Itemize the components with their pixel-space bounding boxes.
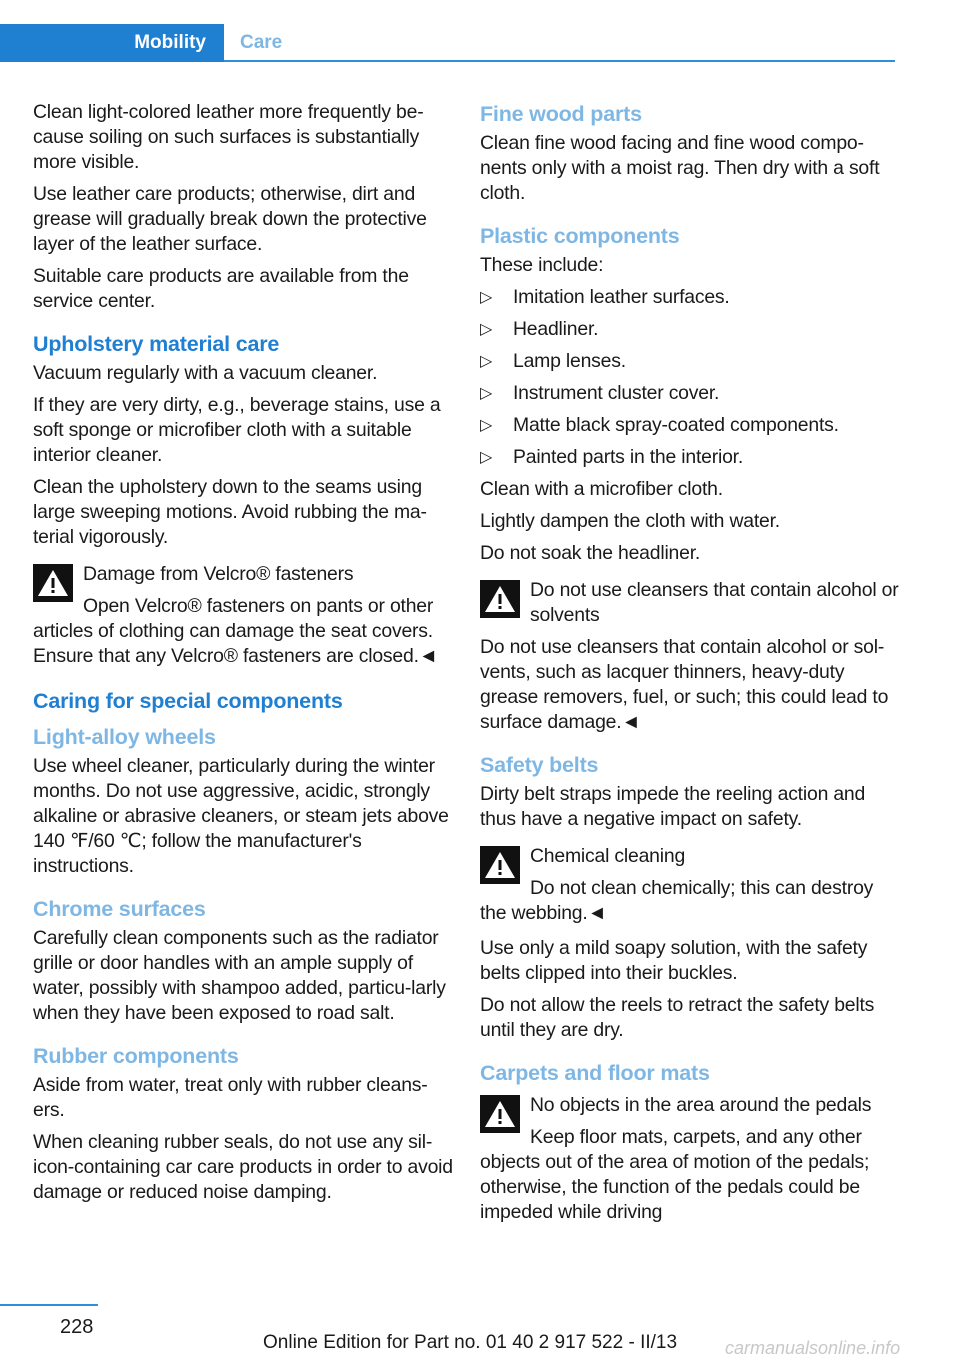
left-column <box>33 100 453 1212</box>
warning-pedals <box>480 1093 900 1225</box>
list-item: ▷ Instrument cluster cover. <box>480 382 720 404</box>
paragraph: Clean fine wood facing and fine wood compo-nents only with a moist rag. Then dry with a soft cloth. <box>480 132 880 204</box>
paragraph: If they are very dirty, e.g., beverage stains, use a soft sponge or microfiber cloth with a suitable interior cleaner. <box>33 394 441 466</box>
paragraph: Clean light-colored leather more frequently be-cause soiling on such surfaces is substantially more visible. <box>33 101 424 173</box>
warning-title: Damage from Velcro® fasteners <box>83 563 354 585</box>
heading-wheels: Light-alloy wheels <box>33 725 216 749</box>
paragraph: Use only a mild soapy solution, with the safety belts clipped into their buckles. <box>480 937 868 984</box>
paragraph: Use leather care products; otherwise, dirt and grease will gradually break down the protective layer of the leather surface. <box>33 183 427 255</box>
page-number: 228 <box>60 1316 94 1338</box>
section-tabs <box>0 24 895 62</box>
list-item: ▷ Painted parts in the interior. <box>480 446 744 468</box>
paragraph: Carefully clean components such as the radiator grille or door handles with an ample supply of water, possibly with shampoo added, particu-larly when they have been exposed to road salt. <box>33 927 446 1024</box>
footer-rule <box>0 1304 98 1306</box>
list-item: ▷ Matte black spray-coated components. <box>480 414 839 436</box>
heading-carpets: Carpets and floor mats <box>480 1061 710 1085</box>
paragraph: Suitable care products are available from the service center. <box>33 265 409 312</box>
heading-special-components: Caring for special components <box>33 689 343 713</box>
warning-icon <box>33 564 73 604</box>
warning-text: Open Velcro® fasteners on pants or other articles of clothing can damage the seat covers. Ensure that any Velcro® fasteners are closed.◄ <box>33 595 438 667</box>
warning-text: Keep floor mats, carpets, and any other objects out of the area of motion of the pedals; otherwise, the function of the pedals could be impeded while driving <box>480 1126 870 1223</box>
paragraph: Clean the upholstery down to the seams using large sweeping motions. Avoid rubbing the ma-terial vigorously. <box>33 476 427 548</box>
tab-care[interactable]: Care <box>240 32 283 53</box>
tab-mobility[interactable]: Mobility <box>0 24 224 62</box>
warning-icon <box>480 580 520 620</box>
warning-title: Do not use cleansers that contain alcohol or solvents <box>530 579 899 626</box>
paragraph: Use wheel cleaner, particularly during the winter months. Do not use aggressive, acidic, strongly alkaline or abrasive cleaners, or steam jets above 140 ℉/60 ℃; follow the manufacturer's instructions. <box>33 755 449 877</box>
triangle-bullet-icon: ▷ <box>480 289 493 306</box>
paragraph: Lightly dampen the cloth with water. <box>480 510 780 532</box>
warning-title: Chemical cleaning <box>530 845 686 867</box>
paragraph: Dirty belt straps impede the reeling action and thus have a negative impact on safety. <box>480 783 866 830</box>
paragraph: Do not soak the headliner. <box>480 542 701 564</box>
plastic-list <box>480 285 900 470</box>
triangle-bullet-icon: ▷ <box>480 321 493 338</box>
triangle-bullet-icon: ▷ <box>480 449 493 466</box>
warning-text: Do not use cleansers that contain alcohol or sol-vents, such as lacquer thinners, heavy-duty grease removers, fuel, or such; this could lead to surface damage.◄ <box>480 636 889 733</box>
paragraph: Clean with a microfiber cloth. <box>480 478 723 500</box>
warning-icon <box>480 1095 520 1135</box>
heading-chrome: Chrome surfaces <box>33 897 206 921</box>
heading-rubber: Rubber components <box>33 1044 239 1068</box>
paragraph: These include: <box>480 254 604 276</box>
list-item: ▷ Headliner. <box>480 318 599 340</box>
paragraph: Do not allow the reels to retract the safety belts until they are dry. <box>480 994 875 1041</box>
warning-chemical <box>480 844 900 926</box>
paragraph: Vacuum regularly with a vacuum cleaner. <box>33 362 378 384</box>
paragraph: When cleaning rubber seals, do not use any sil-icon-containing car care products in order to avoid damage or reduced noise damping. <box>33 1131 453 1203</box>
warning-icon <box>480 846 520 886</box>
edition-note: Online Edition for Part no. 01 40 2 917 522 - II/13 <box>263 1332 678 1353</box>
warning-velcro <box>33 562 453 669</box>
heading-upholstery: Upholstery material care <box>33 332 280 356</box>
watermark: carmanualsonline.info <box>725 1338 901 1358</box>
triangle-bullet-icon: ▷ <box>480 385 493 402</box>
list-item: ▷ Imitation leather surfaces. <box>480 286 730 308</box>
heading-belts: Safety belts <box>480 753 599 777</box>
triangle-bullet-icon: ▷ <box>480 353 493 370</box>
warning-text: Do not clean chemically; this can destroy the webbing.◄ <box>480 877 874 924</box>
heading-plastic: Plastic components <box>480 224 680 248</box>
right-column <box>480 100 900 1235</box>
warning-title: No objects in the area around the pedals <box>530 1094 872 1116</box>
list-item: ▷ Lamp lenses. <box>480 350 626 372</box>
paragraph: Aside from water, treat only with rubber cleans-ers. <box>33 1074 428 1121</box>
heading-wood: Fine wood parts <box>480 102 642 126</box>
triangle-bullet-icon: ▷ <box>480 417 493 434</box>
warning-alcohol <box>480 578 900 735</box>
